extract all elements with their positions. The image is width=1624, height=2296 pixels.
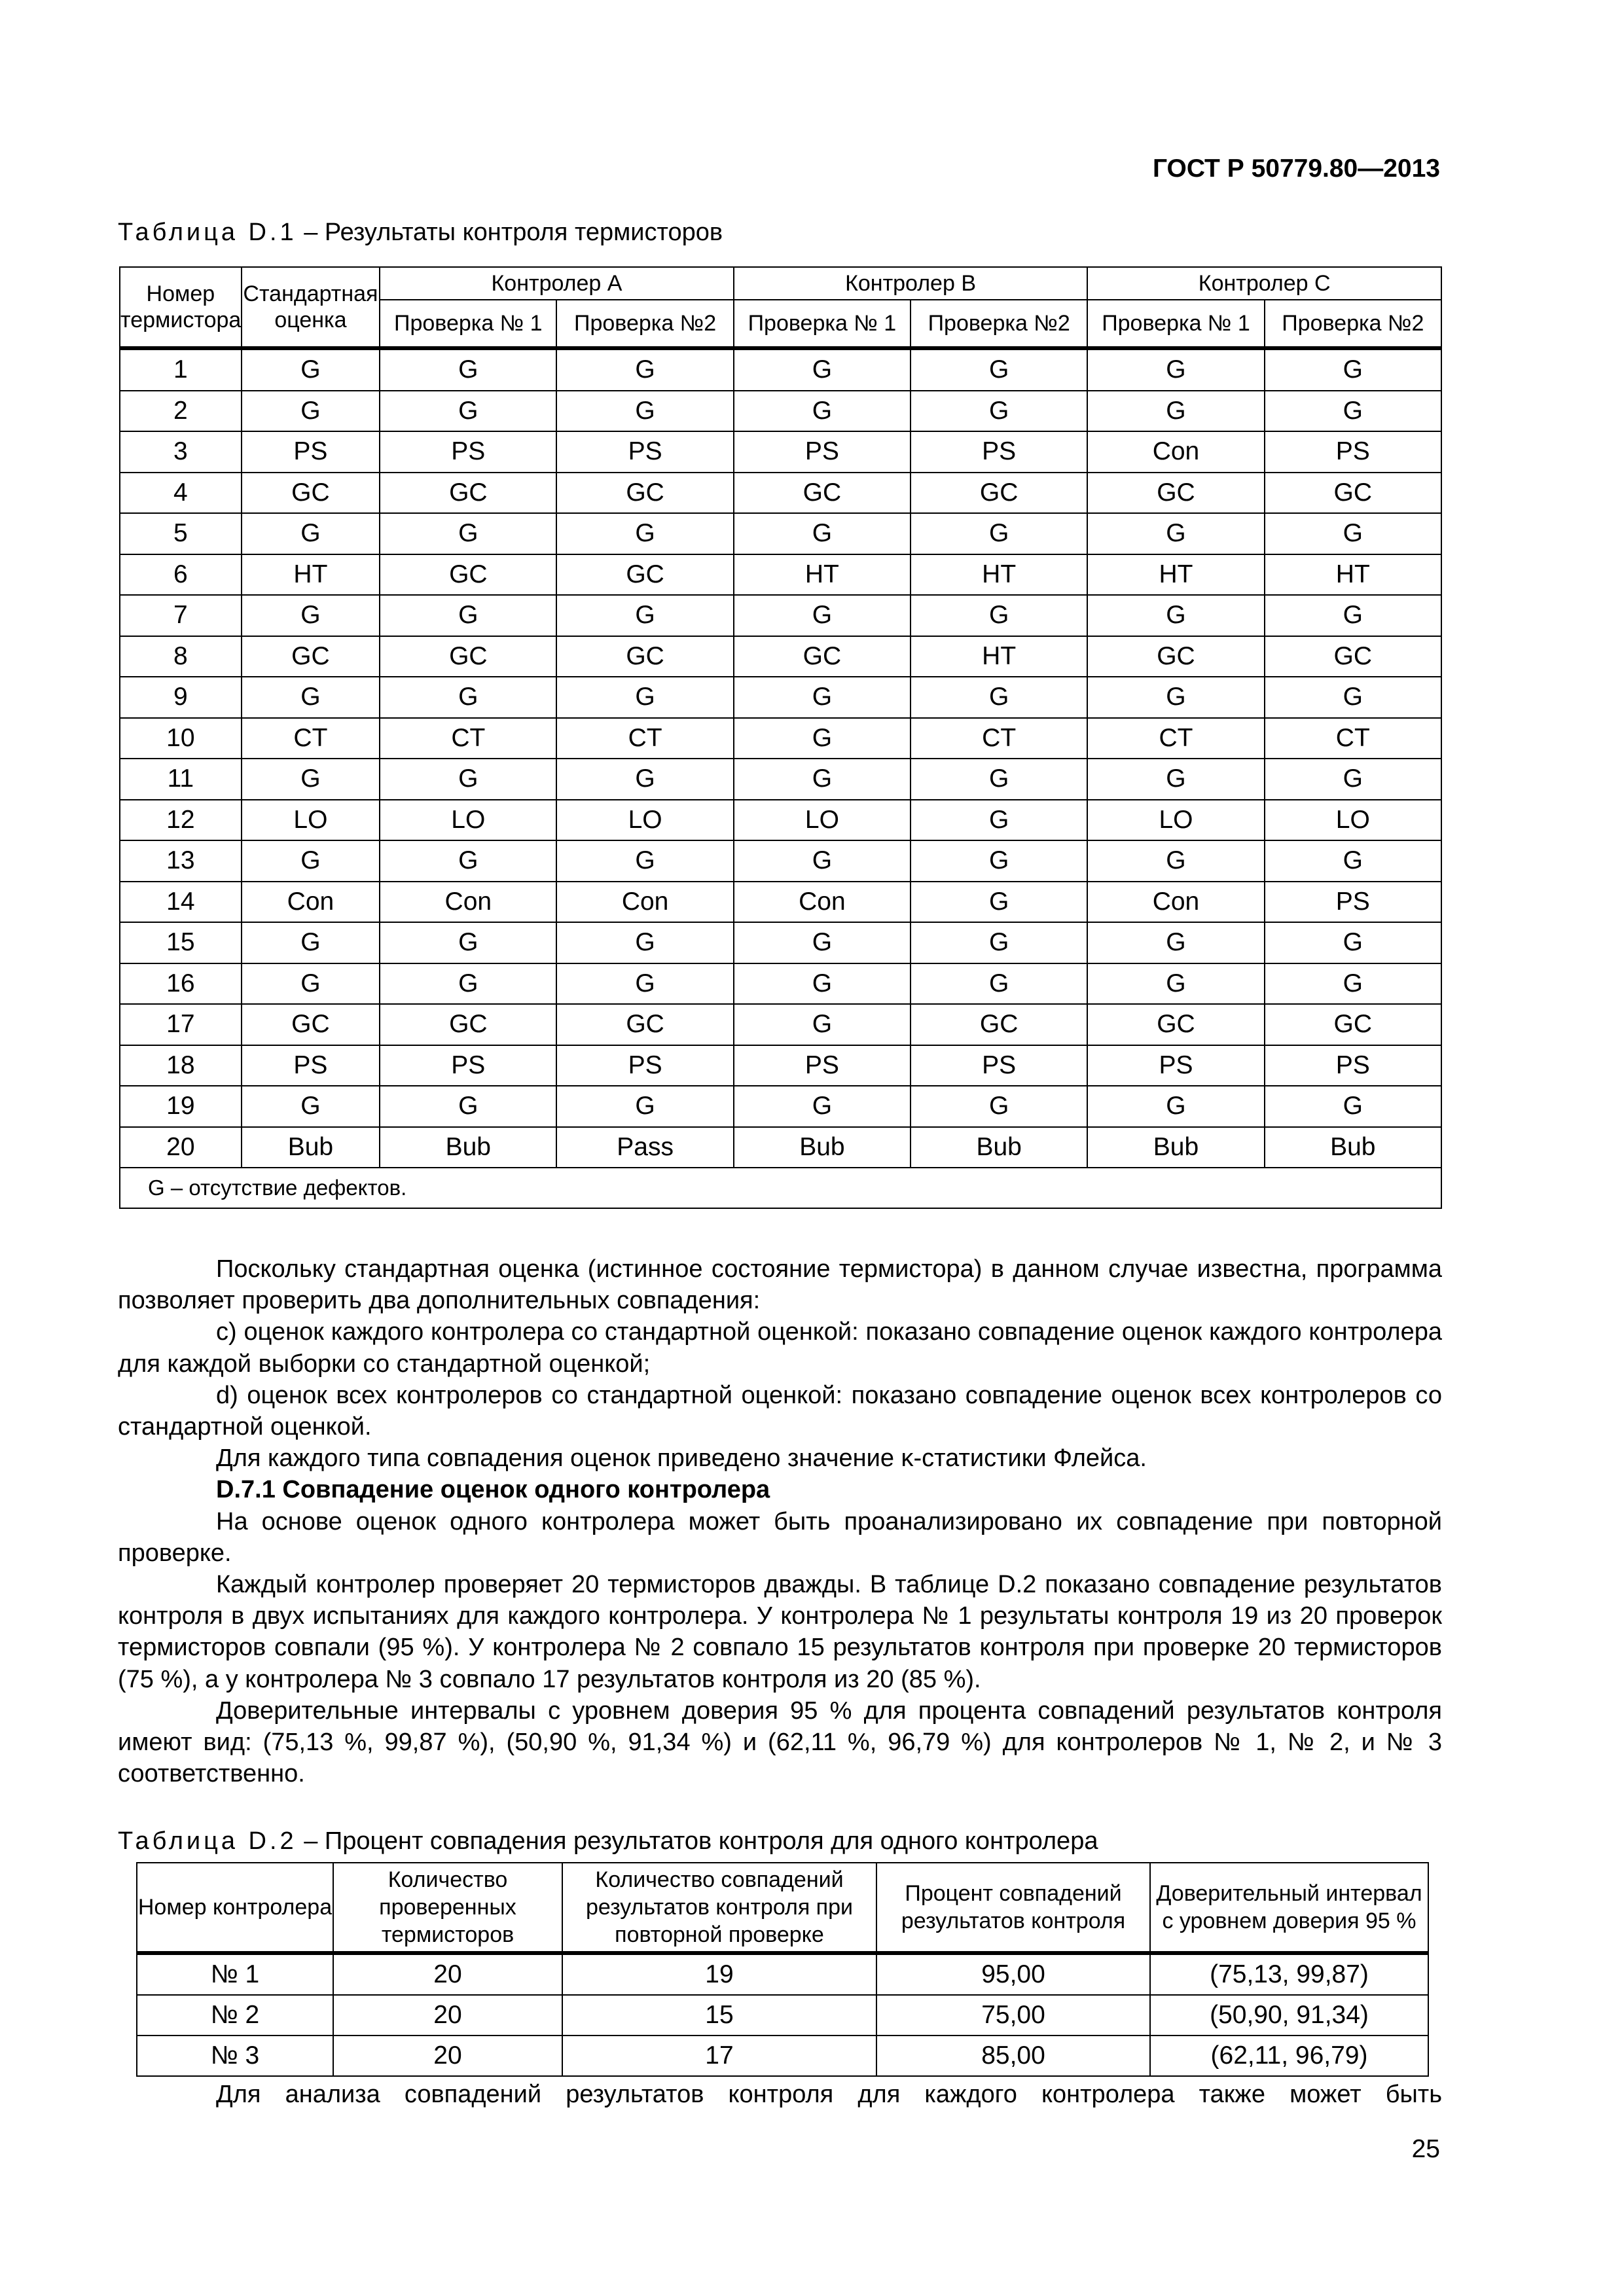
table-cell-grade: G — [734, 513, 911, 554]
table-cell-grade: G — [556, 1086, 733, 1127]
paragraph-fleiss: Для каждого типа совпадения оценок приведено значение κ-статистики Флейса. — [216, 1444, 1147, 1473]
table-cell-grade: G — [734, 718, 911, 759]
table-cell: (62,11, 96,79) — [1150, 2036, 1428, 2076]
table-cell: 15 — [562, 1995, 876, 2036]
table-cell-grade: G — [380, 677, 556, 718]
table-cell-grade: G — [242, 348, 380, 391]
table-cell-grade: G — [1087, 840, 1264, 882]
table1-header-b-check1: Проверка № 1 — [734, 300, 911, 348]
table2-caption — [118, 1827, 1098, 1856]
table-cell: 17 — [562, 2036, 876, 2076]
table-cell-grade: G — [734, 963, 911, 1005]
table-cell-grade: PS — [556, 431, 733, 473]
table-cell-grade: GC — [380, 1004, 556, 1045]
table-cell-grade: Con — [1087, 431, 1264, 473]
paragraph-1: Поскольку стандартная оценка (истинное состояние термистора) в данном случае известна, программа позволяет проверить два дополнительных совпадения: — [118, 1255, 1442, 1315]
table-cell-grade: CT — [242, 718, 380, 759]
table-cell-grade: LO — [734, 800, 911, 841]
table-cell-grade: G — [1265, 963, 1441, 1005]
table-cell-grade: G — [1265, 513, 1441, 554]
table-cell-grade: HT — [734, 554, 911, 596]
table-cell-grade: GC — [1087, 1004, 1264, 1045]
table-cell-grade: G — [911, 759, 1087, 800]
table-cell-grade: G — [380, 1086, 556, 1127]
table2-header-checked-count: Количество проверенных термисторов — [333, 1863, 562, 1953]
table-cell-thermistor-number: 20 — [120, 1127, 242, 1168]
table-cell-grade: GC — [380, 554, 556, 596]
table-cell-grade: PS — [1087, 1045, 1264, 1086]
table-row — [137, 1995, 1428, 2036]
table-cell-grade: G — [242, 840, 380, 882]
table-cell-grade: Bub — [380, 1127, 556, 1168]
table-row — [137, 1953, 1428, 1995]
table-cell-grade: HT — [1265, 554, 1441, 596]
table-cell-grade: HT — [1087, 554, 1264, 596]
table-cell-grade: G — [734, 1004, 911, 1045]
table-cell-grade: G — [911, 840, 1087, 882]
table-cell-grade: Con — [556, 882, 733, 923]
agreement-percent-table — [136, 1862, 1429, 2077]
table1-header-row-1 — [120, 267, 1441, 300]
table-cell: 75,00 — [876, 1995, 1150, 2036]
table-cell-grade: G — [380, 391, 556, 432]
table-row — [120, 348, 1441, 391]
table-cell-grade: G — [911, 391, 1087, 432]
table-cell-thermistor-number: 14 — [120, 882, 242, 923]
table-row — [120, 431, 1441, 473]
table-cell-grade: GC — [1087, 636, 1264, 677]
table2-header-confidence-interval: Доверительный интервал с уровнем доверия 95 % — [1150, 1863, 1428, 1953]
table-row — [120, 759, 1441, 800]
table-cell-thermistor-number: 1 — [120, 348, 242, 391]
table-row — [120, 718, 1441, 759]
table-cell-grade: CT — [1265, 718, 1441, 759]
table2-header-match-count: Количество совпадений результатов контроля при повторной проверке — [562, 1863, 876, 1953]
table-cell-grade: LO — [556, 800, 733, 841]
table-cell-grade: G — [1087, 759, 1264, 800]
table-row — [120, 513, 1441, 554]
table-cell-grade: G — [911, 513, 1087, 554]
table-cell-grade: Bub — [911, 1127, 1087, 1168]
table-cell-grade: G — [1265, 677, 1441, 718]
table-cell-grade: GC — [242, 1004, 380, 1045]
document-standard-number: ГОСТ Р 50779.80—2013 — [1152, 154, 1440, 183]
table-cell-thermistor-number: 16 — [120, 963, 242, 1005]
table-cell-grade: PS — [911, 431, 1087, 473]
table-cell-grade: G — [1087, 348, 1264, 391]
table-cell-grade: G — [1265, 595, 1441, 636]
table2-header-row — [137, 1863, 1428, 1953]
table-cell: № 1 — [137, 1953, 333, 1995]
table-row — [120, 800, 1441, 841]
table-cell-grade: PS — [556, 1045, 733, 1086]
table-cell-grade: G — [1265, 922, 1441, 963]
table-cell-grade: G — [1265, 1086, 1441, 1127]
table-cell: 19 — [562, 1953, 876, 1995]
table-cell-grade: GC — [556, 473, 733, 514]
table1-header-a-check2: Проверка №2 — [556, 300, 733, 348]
table-row — [137, 2036, 1428, 2076]
table-cell-grade: G — [734, 595, 911, 636]
table-cell-grade: G — [380, 963, 556, 1005]
table1-header-standard: Стандартная оценка — [242, 267, 380, 348]
table-row — [120, 636, 1441, 677]
table-cell-thermistor-number: 4 — [120, 473, 242, 514]
table-cell-grade: G — [734, 391, 911, 432]
table-cell-grade: PS — [734, 1045, 911, 1086]
paragraph-item-c: c) оценок каждого контролера со стандартной оценкой: показано совпадение оценок каждого контролера для каждой выборки со стандартной оценкой; — [118, 1318, 1442, 1378]
table-cell-grade: PS — [380, 1045, 556, 1086]
table-cell-grade: G — [556, 513, 733, 554]
table-cell-grade: G — [380, 840, 556, 882]
table-row — [120, 963, 1441, 1005]
table-cell-grade: G — [734, 922, 911, 963]
table1-caption-label: Таблица D.1 — [118, 219, 297, 246]
table-cell-grade: G — [1087, 963, 1264, 1005]
table-cell-grade: G — [556, 595, 733, 636]
table-cell-grade: CT — [911, 718, 1087, 759]
table-cell-grade: GC — [911, 1004, 1087, 1045]
main-text — [118, 1253, 1442, 1789]
table-cell-grade: GC — [556, 636, 733, 677]
table2-caption-label: Таблица D.2 — [118, 1827, 297, 1855]
table-cell-grade: G — [911, 348, 1087, 391]
table-cell-grade: HT — [911, 554, 1087, 596]
table-cell-thermistor-number: 9 — [120, 677, 242, 718]
table-cell-grade: G — [556, 922, 733, 963]
table1-header-controller-b: Контролер B — [734, 267, 1088, 300]
table-cell-grade: G — [242, 759, 380, 800]
table-cell-grade: G — [380, 595, 556, 636]
table-cell: 20 — [333, 1953, 562, 1995]
table-cell-thermistor-number: 12 — [120, 800, 242, 841]
table-cell-grade: Con — [380, 882, 556, 923]
table-cell-grade: GC — [1087, 473, 1264, 514]
table-cell-grade: PS — [1265, 1045, 1441, 1086]
table-cell-grade: Bub — [242, 1127, 380, 1168]
paragraph-3: Каждый контролер проверяет 20 термисторов дважды. В таблице D.2 показано совпадение результатов контроля в двух испытаниях для каждого контролера. У контролера № 1 результаты контроля 19 из 20 проверок термисторов совпали (95 %). У контролера № 2 совпало 15 результатов контроля при проверке 20 термисторов (75 %), а у контролера № 3 совпало 17 результатов контроля из 20 (85 %). — [118, 1571, 1442, 1693]
paragraph-2: На основе оценок одного контролера может быть проанализировано их совпадение при повторной проверке. — [118, 1507, 1442, 1567]
table-cell-grade: G — [911, 595, 1087, 636]
table-cell-grade: G — [242, 1086, 380, 1127]
table-cell: 20 — [333, 2036, 562, 2076]
table-cell-grade: GC — [734, 473, 911, 514]
table2-header-controller-number: Номер контролера — [137, 1863, 333, 1953]
table1-note-row — [120, 1168, 1441, 1208]
table-cell-grade: PS — [380, 431, 556, 473]
table-cell-grade: G — [556, 963, 733, 1005]
table-row — [120, 677, 1441, 718]
table-cell-grade: G — [1087, 513, 1264, 554]
table-cell-grade: GC — [242, 636, 380, 677]
table-cell-thermistor-number: 19 — [120, 1086, 242, 1127]
table-cell-grade: CT — [1087, 718, 1264, 759]
table-cell-grade: G — [734, 1086, 911, 1127]
table-cell-grade: G — [242, 922, 380, 963]
table-cell-grade: G — [380, 922, 556, 963]
table-cell-grade: PS — [1265, 431, 1441, 473]
table-cell-grade: Bub — [1087, 1127, 1264, 1168]
table-cell-grade: PS — [734, 431, 911, 473]
table-cell-grade: G — [734, 759, 911, 800]
table-cell-grade: Con — [1087, 882, 1264, 923]
table-row — [120, 1086, 1441, 1127]
table1-caption — [118, 219, 723, 247]
table-cell-grade: GC — [380, 636, 556, 677]
table-row — [120, 595, 1441, 636]
table-cell-thermistor-number: 18 — [120, 1045, 242, 1086]
table-cell-grade: G — [556, 391, 733, 432]
table-cell: 95,00 — [876, 1953, 1150, 1995]
table-cell-grade: G — [242, 677, 380, 718]
table-row — [120, 1004, 1441, 1045]
paragraph-4: Доверительные интервалы с уровнем доверия 95 % для процента совпадений результатов контроля имеют вид: (75,13 %, 99,87 %), (50,90 %, 91,34 %) и (62,11 %, 96,79 %) для контролеров № 1, № 2, и № 3 соответственно. — [118, 1696, 1442, 1788]
table-cell-grade: Pass — [556, 1127, 733, 1168]
table-row — [120, 882, 1441, 923]
table-cell-thermistor-number: 7 — [120, 595, 242, 636]
table-cell-grade: G — [1265, 840, 1441, 882]
table-cell-grade: LO — [1265, 800, 1441, 841]
table-cell-grade: GC — [1265, 636, 1441, 677]
table-cell: 20 — [333, 1995, 562, 2036]
table-cell-grade: GC — [380, 473, 556, 514]
table-row — [120, 473, 1441, 514]
table-cell-grade: G — [556, 348, 733, 391]
table-cell-grade: G — [1087, 922, 1264, 963]
table1-header-number: Номер термистора — [120, 267, 242, 348]
section-heading: D.7.1 Совпадение оценок одного контролера — [216, 1476, 770, 1504]
table-cell-thermistor-number: 2 — [120, 391, 242, 432]
table-cell-grade: PS — [1265, 882, 1441, 923]
table-cell-grade: G — [734, 840, 911, 882]
table-cell-grade: LO — [242, 800, 380, 841]
table-cell-grade: PS — [242, 1045, 380, 1086]
table-cell-grade: GC — [556, 554, 733, 596]
table-cell-grade: CT — [556, 718, 733, 759]
table-cell-grade: G — [242, 963, 380, 1005]
table-cell-grade: G — [556, 759, 733, 800]
thermistor-results-table — [119, 266, 1442, 1209]
table-row — [120, 922, 1441, 963]
table-cell-grade: HT — [911, 636, 1087, 677]
table2-caption-text: – Процент совпадения результатов контроля для одного контролера — [297, 1827, 1098, 1855]
table1-header-b-check2: Проверка №2 — [911, 300, 1087, 348]
table-cell-grade: G — [242, 595, 380, 636]
table2-header-match-percent: Процент совпадений результатов контроля — [876, 1863, 1150, 1953]
table-cell-grade: G — [734, 677, 911, 718]
table-cell-grade: Bub — [1265, 1127, 1441, 1168]
table1-header-controller-c: Контролер C — [1087, 267, 1441, 300]
table-cell-grade: G — [734, 348, 911, 391]
table-cell-grade: G — [911, 922, 1087, 963]
table-cell-thermistor-number: 15 — [120, 922, 242, 963]
table-cell-grade: GC — [734, 636, 911, 677]
table-cell: (75,13, 99,87) — [1150, 1953, 1428, 1995]
table-row — [120, 1045, 1441, 1086]
table-cell-thermistor-number: 5 — [120, 513, 242, 554]
paragraph-item-d: d) оценок всех контролеров со стандартной оценкой: показано совпадение оценок всех контролеров со стандартной оценкой. — [118, 1381, 1442, 1441]
table1-header-controller-a: Контролер A — [380, 267, 734, 300]
table-cell-grade: Bub — [734, 1127, 911, 1168]
table-cell: № 3 — [137, 2036, 333, 2076]
table-cell-grade: G — [1087, 1086, 1264, 1127]
table-cell-grade: PS — [242, 431, 380, 473]
table-cell-grade: G — [242, 391, 380, 432]
table-cell-thermistor-number: 8 — [120, 636, 242, 677]
table-cell-grade: G — [380, 759, 556, 800]
table-cell-grade: GC — [1265, 473, 1441, 514]
table-row — [120, 1127, 1441, 1168]
table1-header-c-check1: Проверка № 1 — [1087, 300, 1264, 348]
table-cell-grade: G — [1087, 677, 1264, 718]
table-row — [120, 554, 1441, 596]
table-cell-grade: HT — [242, 554, 380, 596]
table-cell-thermistor-number: 10 — [120, 718, 242, 759]
table-cell-thermistor-number: 17 — [120, 1004, 242, 1045]
table-cell-thermistor-number: 11 — [120, 759, 242, 800]
table-cell-thermistor-number: 13 — [120, 840, 242, 882]
table-cell-grade: LO — [380, 800, 556, 841]
table-cell-grade: G — [1265, 759, 1441, 800]
table-cell-grade: GC — [556, 1004, 733, 1045]
table-cell-grade: G — [911, 963, 1087, 1005]
table-cell: № 2 — [137, 1995, 333, 2036]
table-cell-thermistor-number: 3 — [120, 431, 242, 473]
table1-header-a-check1: Проверка № 1 — [380, 300, 556, 348]
table-cell-grade: Con — [734, 882, 911, 923]
table-cell-grade: G — [1265, 348, 1441, 391]
table-cell-grade: G — [1087, 391, 1264, 432]
table-cell-grade: G — [380, 348, 556, 391]
table-cell-grade: G — [556, 840, 733, 882]
table-cell-grade: LO — [1087, 800, 1264, 841]
table-cell-grade: G — [911, 677, 1087, 718]
table-cell-grade: Con — [242, 882, 380, 923]
table1-note: G – отсутствие дефектов. — [120, 1168, 1441, 1208]
table-cell-grade: G — [1087, 595, 1264, 636]
table-cell-grade: G — [911, 800, 1087, 841]
table-cell-grade: PS — [911, 1045, 1087, 1086]
table-cell: (50,90, 91,34) — [1150, 1995, 1428, 2036]
table-cell-grade: G — [556, 677, 733, 718]
table-cell-grade: G — [911, 1086, 1087, 1127]
table-row — [120, 391, 1441, 432]
table-cell-grade: CT — [380, 718, 556, 759]
table-cell-grade: G — [1265, 391, 1441, 432]
table-cell: 85,00 — [876, 2036, 1150, 2076]
paragraph-final: Для анализа совпадений результатов контроля для каждого контролера также может быть — [216, 2081, 1442, 2108]
table-cell-grade: G — [242, 513, 380, 554]
table-cell-grade: G — [380, 513, 556, 554]
table1-caption-text: – Результаты контроля термисторов — [297, 219, 723, 246]
table-cell-grade: G — [911, 882, 1087, 923]
page-number: 25 — [1411, 2135, 1440, 2163]
table-cell-grade: GC — [242, 473, 380, 514]
table-cell-grade: GC — [911, 473, 1087, 514]
table-cell-thermistor-number: 6 — [120, 554, 242, 596]
table-cell-grade: GC — [1265, 1004, 1441, 1045]
table-row — [120, 840, 1441, 882]
table1-header-c-check2: Проверка №2 — [1265, 300, 1441, 348]
